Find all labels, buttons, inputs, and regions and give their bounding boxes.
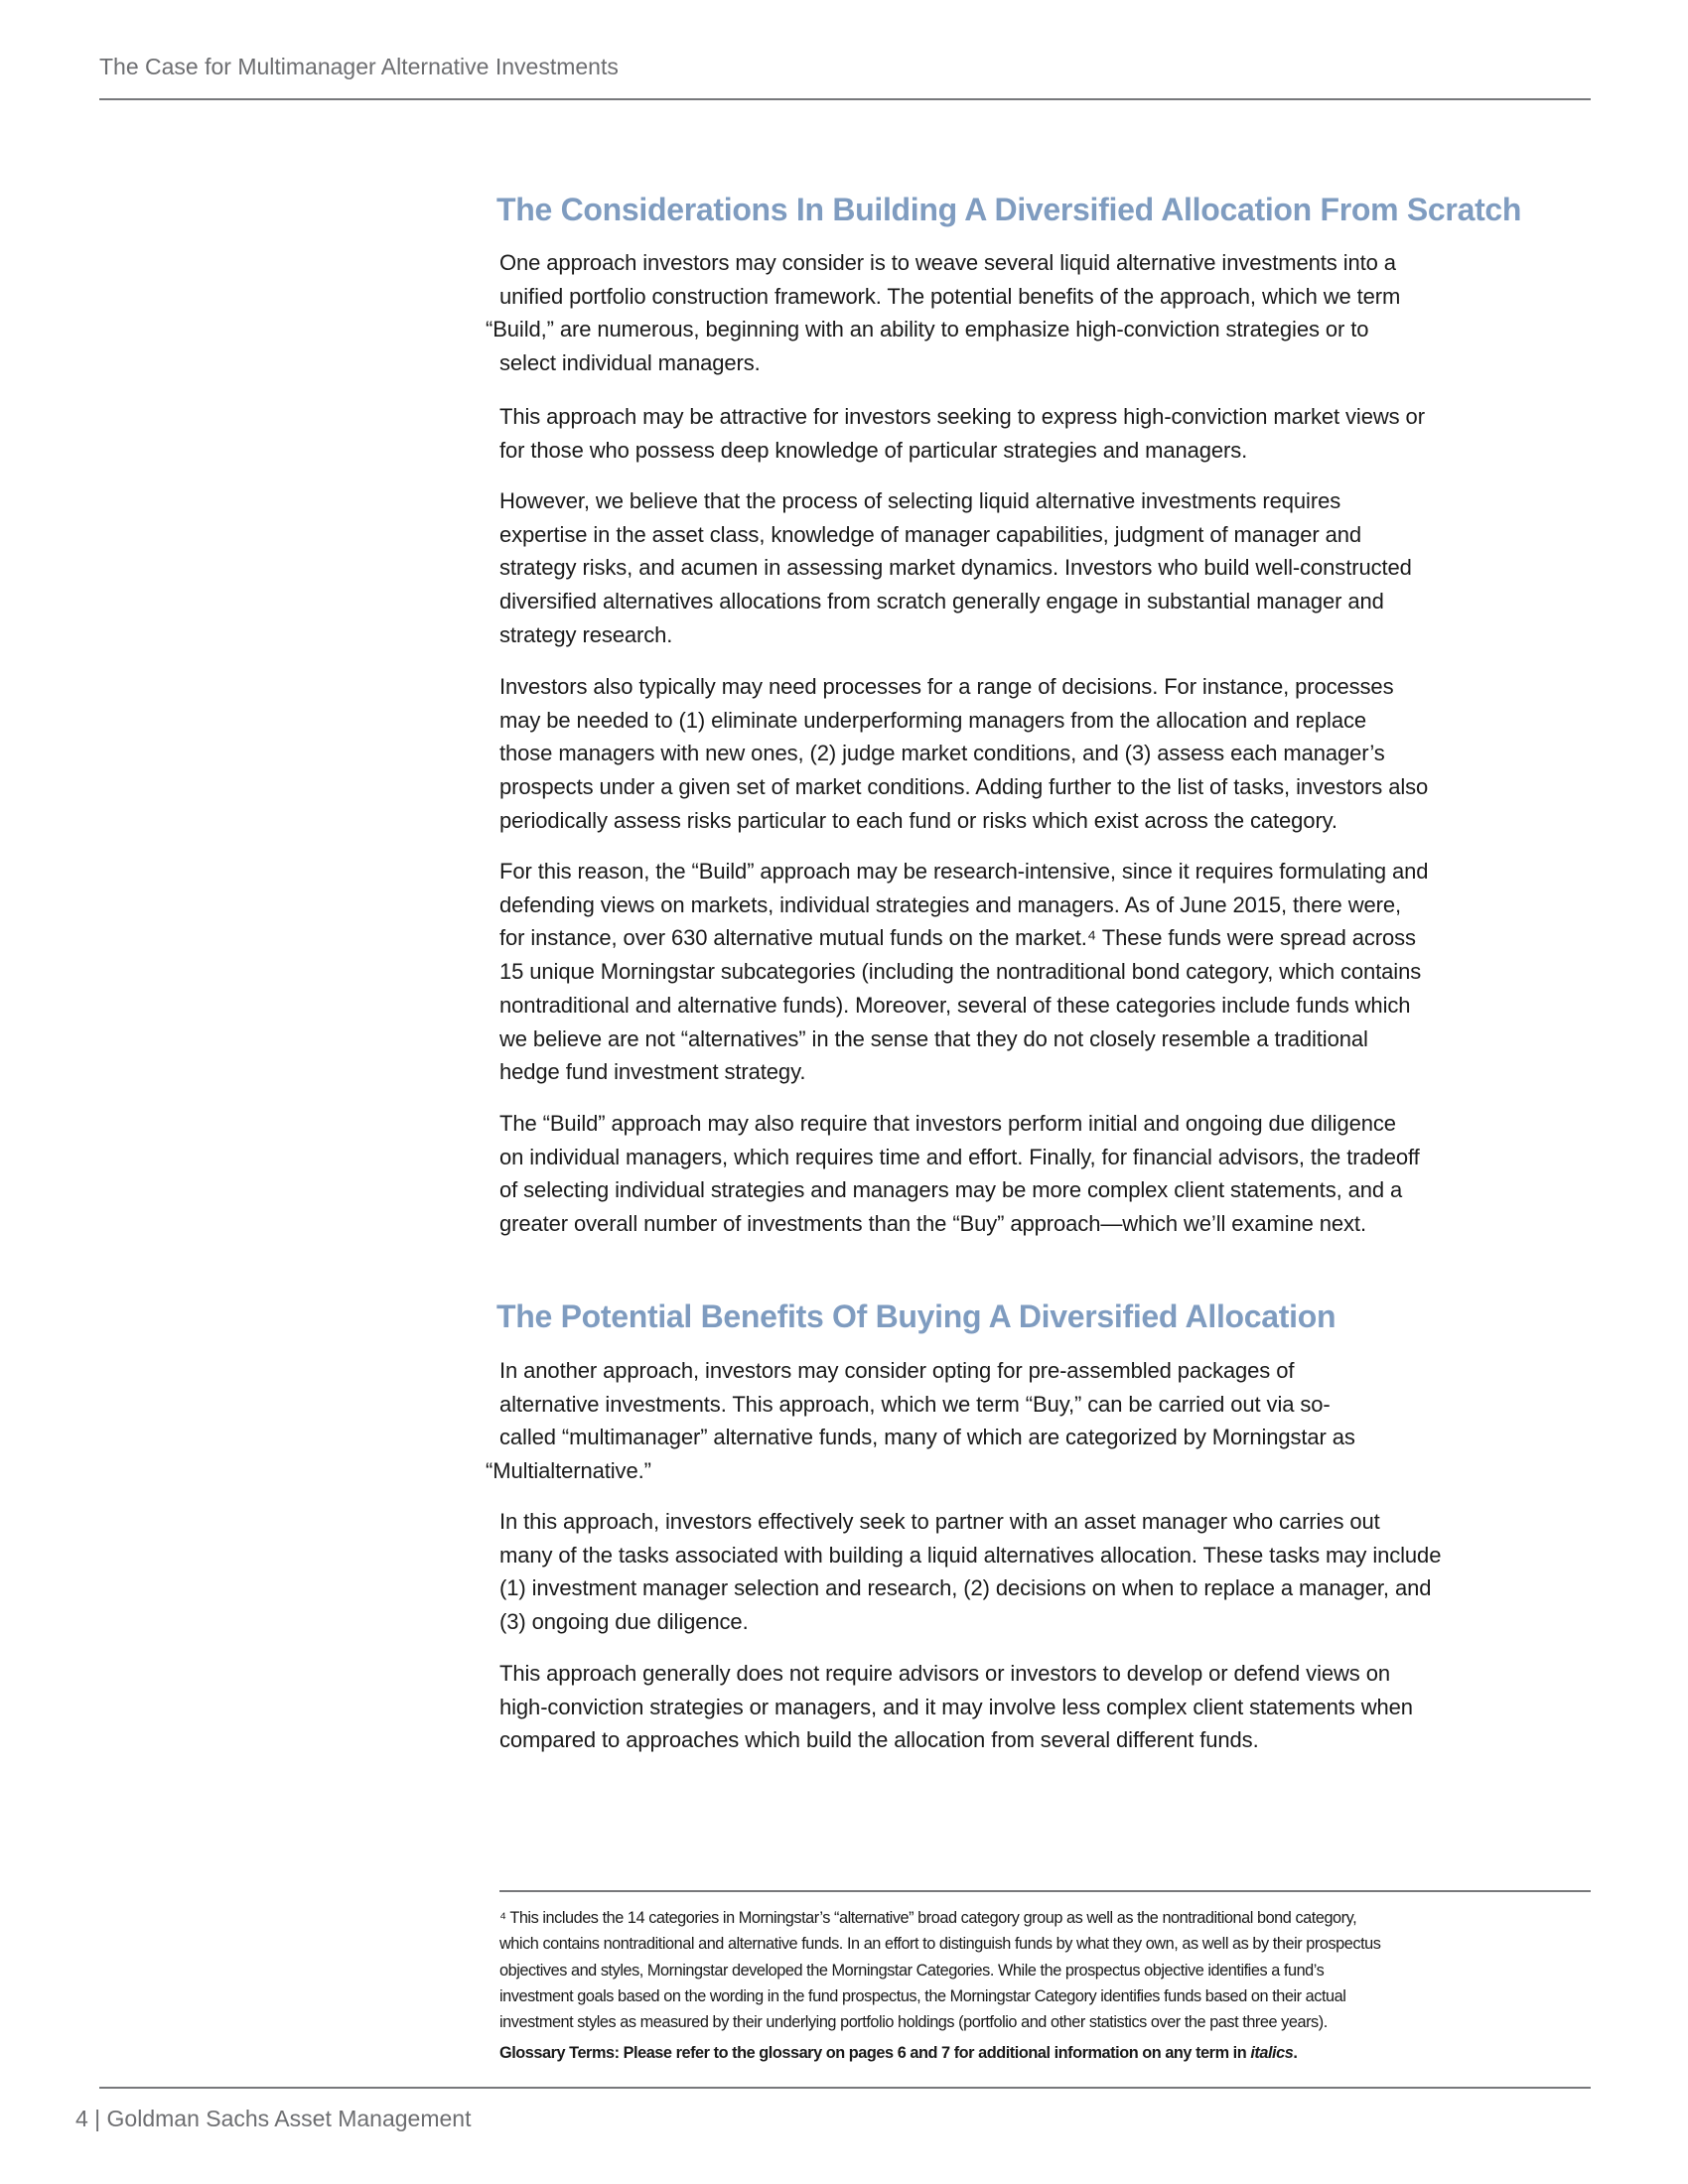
- text-line: greater overall number of investments than the “Buy” approach—which we’ll examine next.: [499, 1211, 1366, 1237]
- text-line: may be needed to (1) eliminate underperforming managers from the allocation and replace: [499, 707, 1367, 733]
- section-heading-buy: The Potential Benefits Of Buying A Diversified Allocation: [496, 1298, 1336, 1334]
- text-line: (3) ongoing due diligence.: [499, 1609, 749, 1635]
- text-line: strategy risks, and acumen in assessing market dynamics. Investors who build well-constructed: [499, 555, 1412, 581]
- text-line: we believe are not “alternatives” in the sense that they do not closely resemble a traditional: [499, 1025, 1368, 1051]
- text-line: called “multimanager” alternative funds, many of which are categorized by Morningstar as: [499, 1425, 1355, 1450]
- paragraph: [499, 670, 1428, 838]
- text-line: on individual managers, which requires time and effort. Finally, for financial advisors, the tradeoff: [499, 1144, 1420, 1169]
- running-header: The Case for Multimanager Alternative Investments: [99, 54, 619, 79]
- paragraph: [499, 400, 1425, 467]
- text-line: prospects under a given set of market conditions. Adding further to the list of tasks, investors also: [499, 774, 1429, 800]
- text-line: of selecting individual strategies and managers may be more complex client statements, and a: [499, 1177, 1403, 1203]
- footnote-line: ⁴ This includes the 14 categories in Morningstar’s “alternative” broad category group as well as the nontraditional bond category,: [499, 1909, 1357, 1927]
- paragraph: [486, 1354, 1355, 1488]
- text-line: many of the tasks associated with building a liquid alternatives allocation. These tasks may include: [499, 1542, 1442, 1568]
- glossary-italic: italics: [1250, 2044, 1294, 2062]
- section-heading-build: The Considerations In Building A Diversified Allocation From Scratch: [496, 192, 1522, 227]
- paragraph: [499, 1107, 1420, 1241]
- text-line: for those who possess deep knowledge of particular strategies and managers.: [499, 437, 1248, 463]
- text-line: (1) investment manager selection and research, (2) decisions on when to replace a manager, and: [499, 1575, 1432, 1601]
- text-line: for instance, over 630 alternative mutual funds on the market.⁴ These funds were spread across: [499, 925, 1416, 951]
- text-line: The “Build” approach may also require that investors perform initial and ongoing due diligence: [499, 1111, 1396, 1136]
- text-line: 15 unique Morningstar subcategories (including the nontraditional bond category, which contains: [499, 959, 1422, 985]
- text-line: expertise in the asset class, knowledge of manager capabilities, judgment of manager and: [499, 521, 1362, 547]
- text-line: strategy research.: [499, 621, 673, 647]
- text-line: compared to approaches which build the allocation from several different funds.: [499, 1727, 1259, 1753]
- footnote: [499, 1905, 1380, 2035]
- text-line: In another approach, investors may consider opting for pre-assembled packages of: [499, 1358, 1295, 1383]
- paragraph: [499, 855, 1428, 1089]
- glossary-end: .: [1293, 2044, 1298, 2062]
- text-line: periodically assess risks particular to each fund or risks which exist across the category.: [499, 807, 1337, 833]
- text-line: However, we believe that the process of selecting liquid alternative investments requires: [499, 488, 1341, 513]
- footnote-line: investment styles as measured by their underlying portfolio holdings (portfolio and other statistics over the past three years).: [499, 2013, 1328, 2032]
- text-line: This approach may be attractive for investors seeking to express high-conviction market views or: [499, 404, 1425, 429]
- text-line: high-conviction strategies or managers, and it may involve less complex client statements when: [499, 1694, 1413, 1719]
- page-footer: 4 | Goldman Sachs Asset Management: [75, 2106, 472, 2131]
- footnote-line: investment goals based on the wording in the fund prospectus, the Morningstar Category identifies funds based on their actual: [499, 1986, 1346, 2005]
- footnote-line: objectives and styles, Morningstar developed the Morningstar Categories. While the prospectus objective identifies a fund’s: [499, 1961, 1325, 1979]
- text-line: One approach investors may consider is to weave several liquid alternative investments into a: [499, 250, 1396, 275]
- text-line: “Multialternative.”: [486, 1458, 651, 1484]
- text-line: those managers with new ones, (2) judge market conditions, and (3) assess each manager’s: [499, 741, 1385, 766]
- glossary-text: Glossary Terms: Please refer to the glossary on pages 6 and 7 for additional information on any term in: [499, 2044, 1251, 2062]
- text-line: hedge fund investment strategy.: [499, 1059, 806, 1085]
- text-line: “Build,” are numerous, beginning with an ability to emphasize high-conviction strategies or to: [486, 317, 1369, 342]
- footer-divider: [99, 2087, 1591, 2089]
- text-line: select individual managers.: [499, 350, 761, 376]
- text-line: defending views on markets, individual strategies and managers. As of June 2015, there were,: [499, 891, 1402, 917]
- footnote-divider: [499, 1890, 1591, 1892]
- text-line: For this reason, the “Build” approach may be research-intensive, since it requires formulating and: [499, 859, 1429, 884]
- paragraph: [486, 246, 1401, 380]
- paragraph: [499, 1657, 1413, 1757]
- glossary-note: [499, 2044, 1297, 2063]
- text-line: nontraditional and alternative funds). Moreover, several of these categories include funds which: [499, 992, 1411, 1018]
- header-divider: [99, 98, 1591, 100]
- text-line: Investors also typically may need processes for a range of decisions. For instance, processes: [499, 674, 1394, 699]
- text-line: diversified alternatives allocations from scratch generally engage in substantial manager and: [499, 589, 1384, 614]
- footnote-line: which contains nontraditional and alternative funds. In an effort to distinguish funds by what they own, as well as by their prospectus: [499, 1935, 1381, 1954]
- paragraph: [499, 1505, 1441, 1639]
- text-line: This approach generally does not require advisors or investors to develop or defend views on: [499, 1661, 1390, 1686]
- paragraph: [499, 484, 1412, 652]
- text-line: alternative investments. This approach, which we term “Buy,” can be carried out via so-: [499, 1391, 1331, 1417]
- text-line: unified portfolio construction framework. The potential benefits of the approach, which we term: [499, 283, 1401, 309]
- text-line: In this approach, investors effectively seek to partner with an asset manager who carries out: [499, 1509, 1380, 1534]
